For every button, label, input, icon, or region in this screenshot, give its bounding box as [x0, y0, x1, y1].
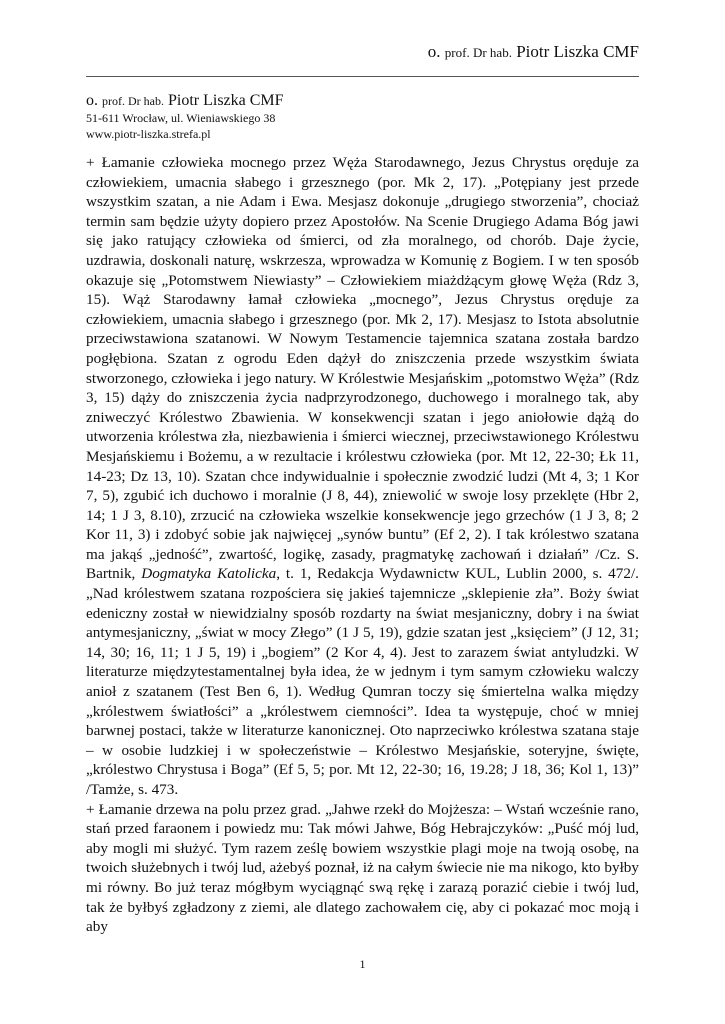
paragraph-1-text-a: + Łamanie człowieka mocnego przez Węża Starodawnego, Jezus Chrystus oręduje za człowiekiem, umacnia słabego i grzesznego (por. Mk 2, 17). „Potępiany jest przede wszystkim szatan, a nie Adam i Ewa. Mesjasz dokonuje „drugiego stworzenia”, chociaż termin sam będzie użyty dopiero przez Apostołów. Na Scenie Drugiego Adama Bóg jawi się jako ratujący człowieka od śmierci, od zła moralnego, od chorób. Daje życie, uzdrawia, doskonali naturę, wskrzesza, wprowadza w Komunię z Bogiem. I w ten sposób okazuje się „Potomstwem Niewiasty” – Człowiekiem miażdżącym głowę Węża (Rdz 3, 15). Wąż Starodawny łamał człowieka „mocnego”, Jezus Chrystus oręduje za człowiekiem, umacnia słabego i grzesznego (por. Mk 2, 17). Mesjasz to Istota absolutnie przeciwstawiona szatanowi. W Nowym Testamencie tajemnica szatana została bardzo pogłębiona. Szatan z ogrodu Eden dążył do zniszczenia przede wszystkim świata stworzonego, człowieka i jego natury. W Królestwie Mesjańskim „potomstwo Węża” (Rdz 3, 15) dąży do zniszczenia życia nadprzyrodzonego, duchowego i moralnego tak, aby zniweczyć Królestwo Zbawienia. W konsekwencji szatan i jego aniołowie dążą do utworzenia królestwa zła, niezbawienia i śmierci wiecznej, przeciwstawionego Królestwu Mesjańskiemu i Bożemu, a w rezultacie i królestwu człowieka (por. Mt 12, 22-30; Łk 11, 14-23; Dz 13, 10). Szatan chce indywidualnie i społecznie zwodzić ludzi (Mt 4, 3; 1 Kor 7, 5), zgubić ich duchowo i moralnie (J 8, 44), zniewolić w swoje losy przeklęte (Hbr 2, 14; 1 J 3, 8.10), zrzucić na człowieka wszelkie konsekwencje jego grzechów (1 J 3, 8; 2 Kor 11, 3) i zdobyć sobie jak najwięcej „synów buntu” (Ef 2, 2). I tak królestwo szatana ma jakąś „jedność”, zwartość, logikę, zasady, pragmatykę zachowań i działań” /Cz. S. Bartnik,: [86, 154, 639, 583]
book-title-italic: Dogmatyka Katolicka: [141, 565, 277, 583]
header-author-name: Piotr Liszka CMF: [516, 42, 639, 61]
paragraph-1-text-b: , t. 1, Redakcja Wydawnictw KUL, Lublin 2000, s. 472/. „Nad królestwem szatana rozpościera się jakieś tajemnicze „sklepienie zła”. Boży świat edeniczny został w niewidzialny sposób rozdarty na świat mesjaniczny, dobry i na świat antymesjaniczny, „świat w mocy Złego” (1 J 5, 19), gdzie szatan jest „księciem” (J 12, 31; 14, 30; 16, 11; 1 J 5, 19) i „bogiem” (2 Kor 4, 4). Jest to zarazem świat antyludzki. W literaturze międzytestamentalnej była idea, że w jednym i tym samym człowieku walczy anioł z szatanem (Test Ben 6, 1). Według Qumran toczy się śmiertelna walka między „królestwem światłości” a „królestwem ciemności”. Idea ta występuje, choć w mniej barwnej postaci, także w literaturze kanonicznej. Oto naprzeciwko królestwa szatana staje – w osobie ludzkiej i w społeczeństwie – Królestwo Mesjańskie, soteryjne, święte, „królestwo Chrystusa i Boga” (Ef 5, 5; por. Mt 12, 22-30; 16, 19.28; J 18, 36; Kol 1, 13)” /Tamże, s. 473.: [86, 565, 639, 798]
paragraph-2: + Łamanie drzewa na polu przez grad. „Jahwe rzekł do Mojżesza: – Wstań wcześnie rano, stań przed faraonem i powiedz mu: Tak mówi Jahwe, Bóg Hebrajczyków: „Puść mój lud, aby mogli mi służyć. Tym razem ześlę bowiem wszystkie plagi moje na twoją osobę, na twoich służebnych i twój lud, ażebyś poznał, iż na całym świecie nie ma nikogo, kto byłby mi równy. Bo już teraz mógłbym wyciągnąć swą rękę i zarazą porazić ciebie i twój lud, tak że byłbyś zgładzony z ziemi, ale dlatego zachowałem cię, aby ci pokazać moc moją i aby: [86, 800, 639, 936]
author-prefix: o.: [86, 92, 98, 109]
author-address: 51-611 Wrocław, ul. Wieniawskiego 38: [86, 111, 276, 125]
author-name: Piotr Liszka CMF: [167, 92, 284, 109]
author-website: www.piotr-liszka.strefa.pl: [86, 127, 211, 141]
page-number: 1: [359, 957, 366, 971]
header-prefix: o.: [427, 42, 441, 61]
body-text: [86, 153, 639, 937]
paragraph-1: [86, 153, 639, 800]
running-header: [428, 42, 639, 62]
author-block: [86, 92, 646, 142]
header-academic-title: prof. Dr hab.: [444, 45, 512, 60]
header-divider: [86, 76, 639, 77]
author-academic-title: prof. Dr hab.: [102, 94, 164, 108]
author-name-line: [86, 92, 646, 110]
